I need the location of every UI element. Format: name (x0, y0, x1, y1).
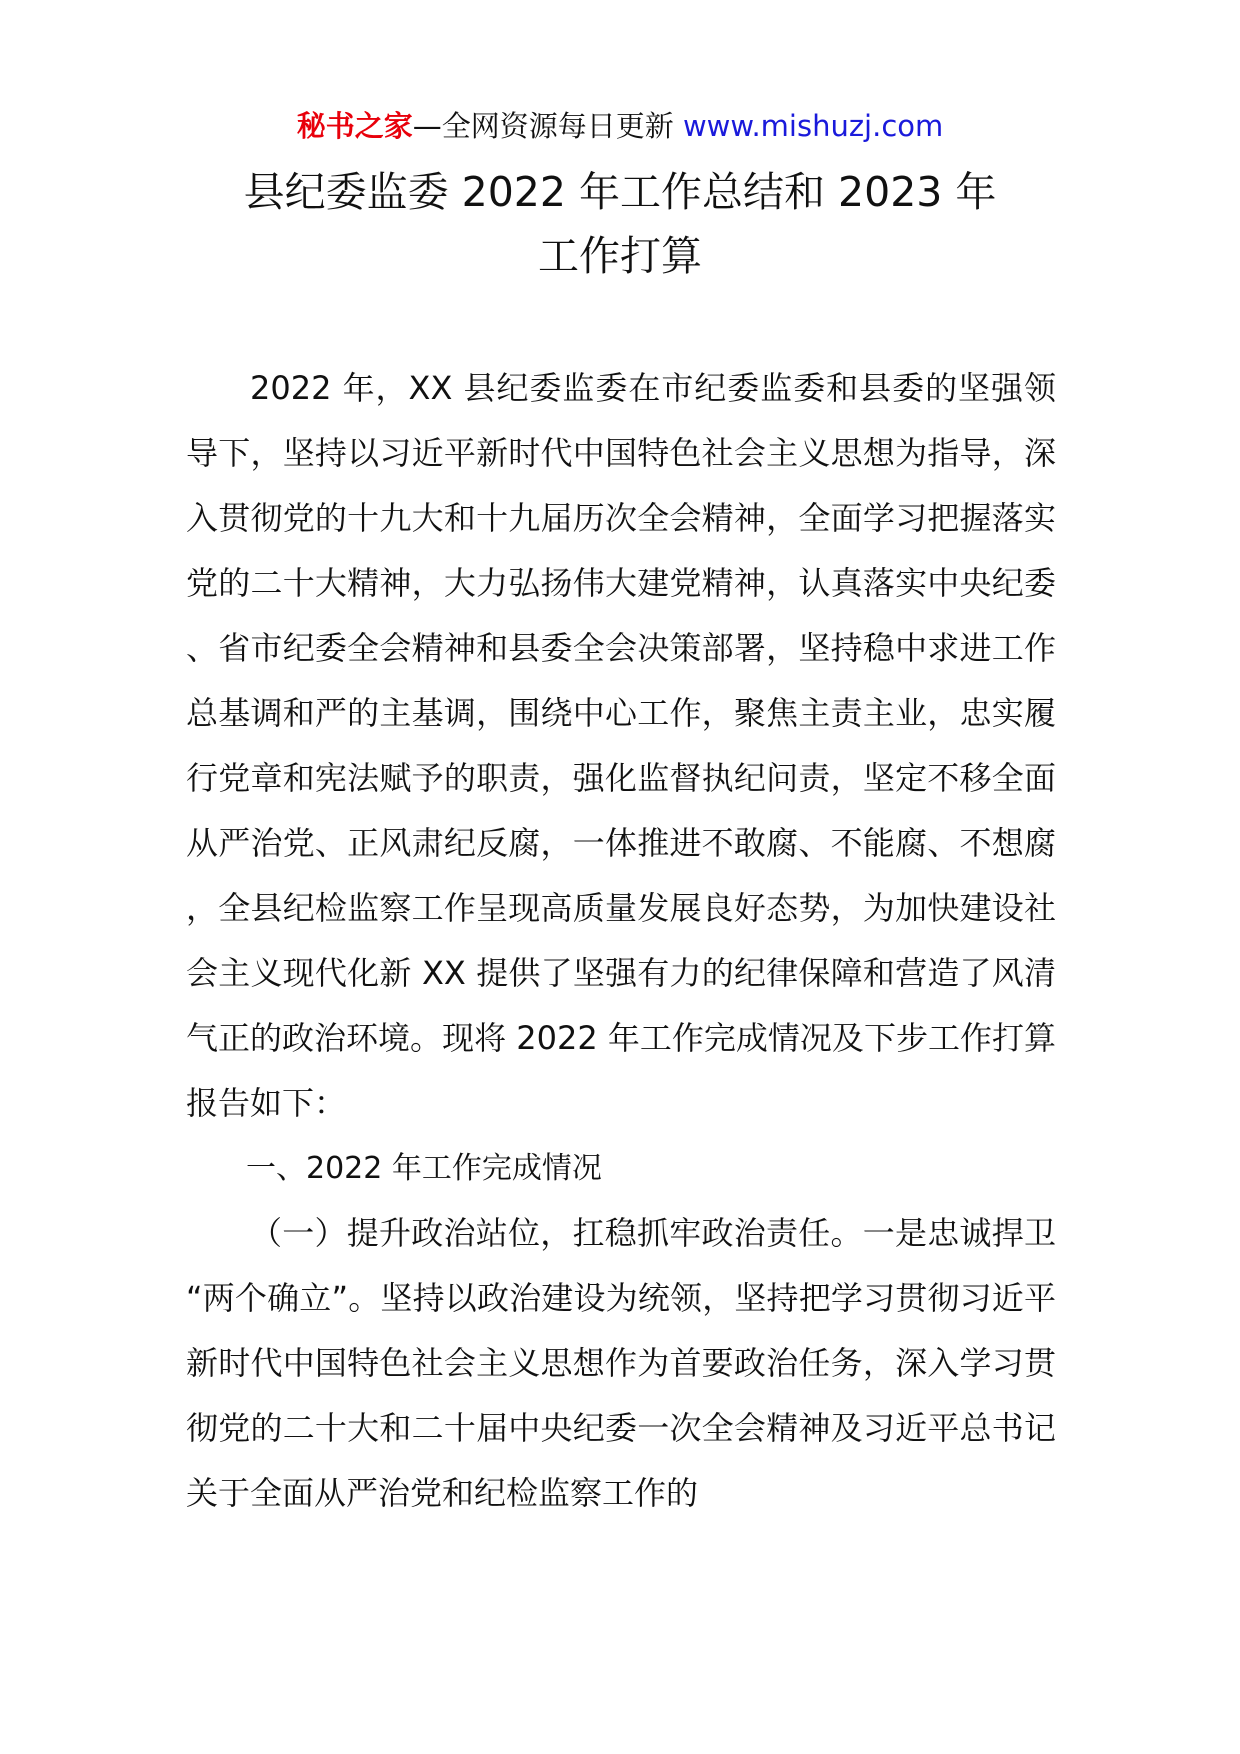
brand-name: 秘书之家 (296, 109, 413, 143)
site-header (0, 106, 1240, 146)
intro-paragraph: 2022 年，XX 县纪委监委在市纪委监委和县委的坚强领导下，坚持以习近平新时代中国特色社会主义思想为指导，深入贯彻党的十九大和十九届历次全会精神，全面学习把握落实党的二十大精神，大力弘扬伟大建党精神，认真落实中央纪委、省市纪委全会精神和县委全会决策部署，坚持稳中求进工作总基调和严的主基调，围绕中心工作，聚焦主责主业，忠实履行党章和宪法赋予的职责，强化监督执纪问责，坚定不移全面从严治党、正风肃纪反腐，一体推进不敢腐、不能腐、不想腐，全县纪检监察工作呈现高质量发展良好态势，为加快建设社会主义现代化新 XX 提供了坚强有力的纪律保障和营造了风清气正的政治环境。现将 2022 年工作完成情况及下步工作打算报告如下： (186, 369, 1056, 1122)
section-heading-1: 一、2022 年工作完成情况 (246, 1151, 602, 1186)
title-line-2: 工作打算 (538, 232, 702, 280)
document-title (0, 160, 1240, 288)
header-slogan: —全网资源每日更新 (412, 109, 683, 143)
header-url-link[interactable]: www.mishuzj.com (682, 109, 944, 143)
document-body (186, 356, 1056, 1526)
title-line-1: 县纪委监委 2022 年工作总结和 2023 年 (243, 168, 997, 216)
section-1-paragraph: （一）提升政治站位，扛稳抓牢政治责任。一是忠诚捍卫“两个确立”。坚持以政治建设为统领，坚持把学习贯彻习近平新时代中国特色社会主义思想作为首要政治任务，深入学习贯彻党的二十大和二十届中央纪委一次全会精神及习近平总书记关于全面从严治党和纪检监察工作的 (186, 1214, 1056, 1512)
